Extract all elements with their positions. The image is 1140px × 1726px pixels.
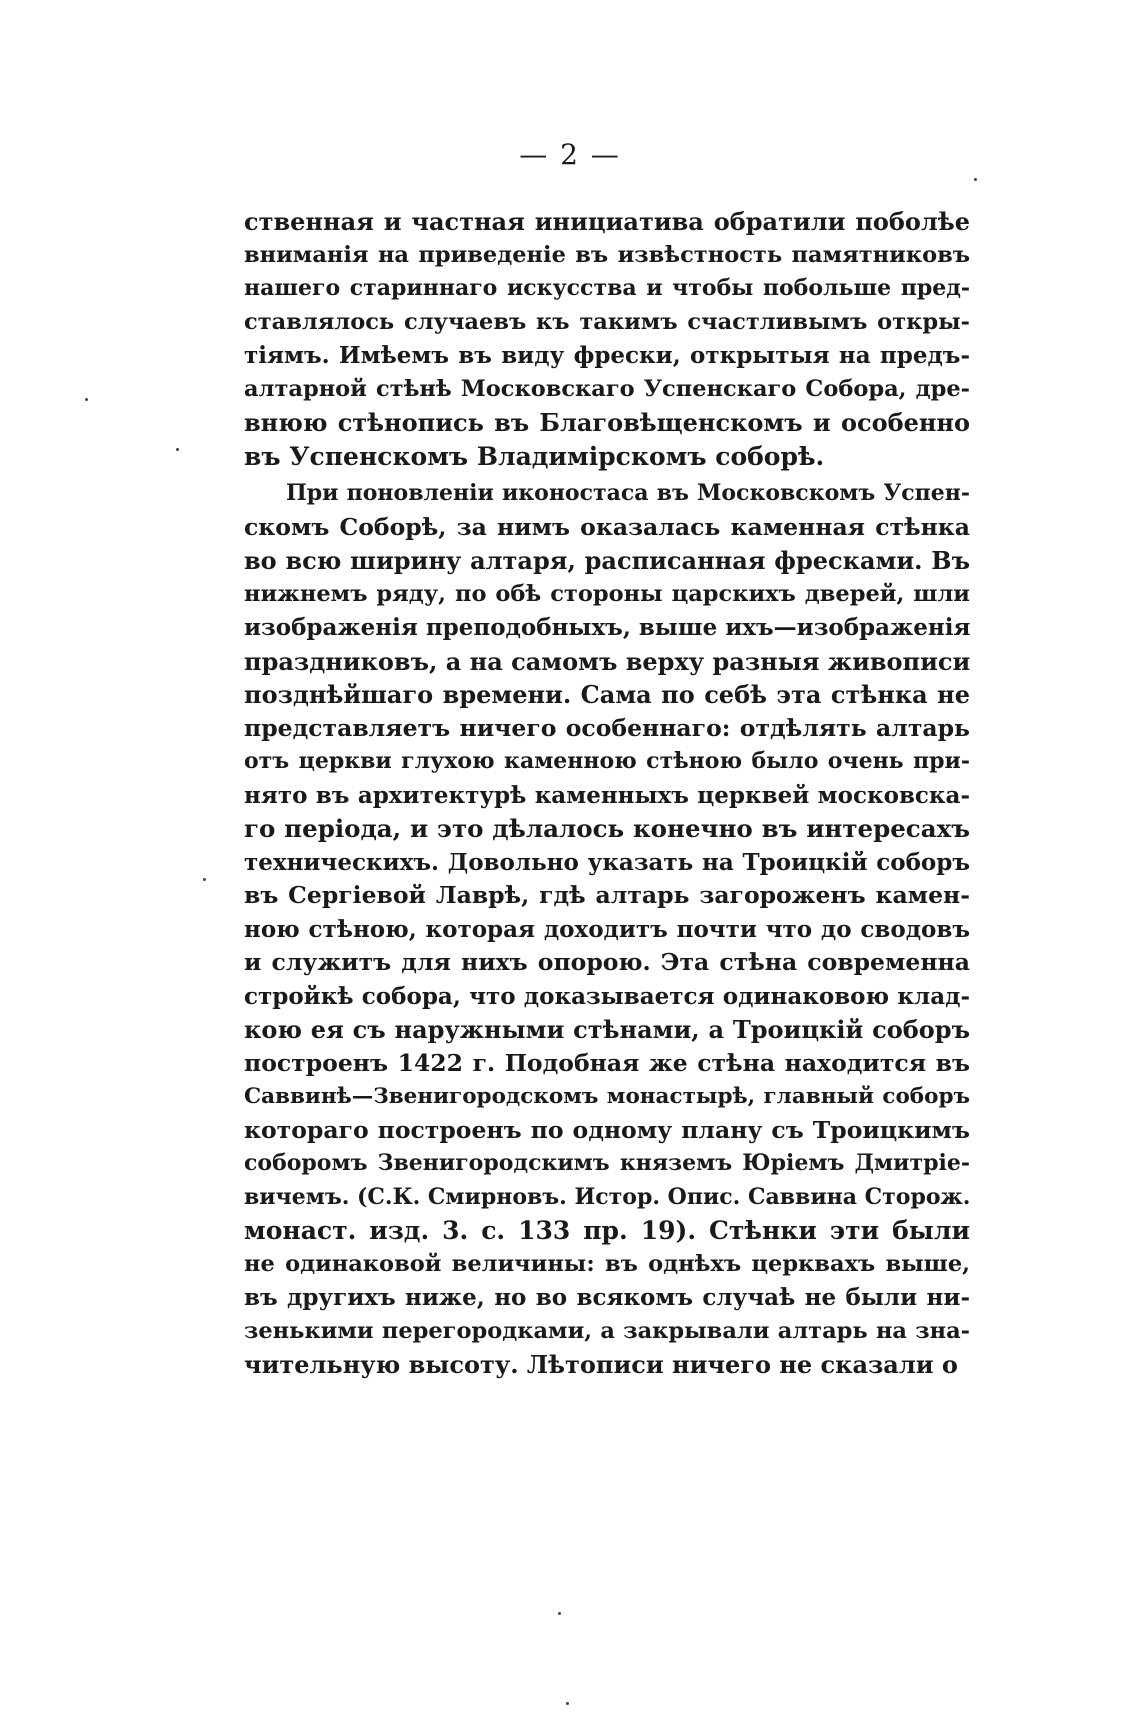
paragraph xyxy=(244,205,970,473)
text-line: стройкѣ собора, что доказывается одинаковою клад- xyxy=(244,982,970,1010)
paragraph xyxy=(244,477,970,1382)
text-line: ставлялось случаевъ къ такимъ счастливымъ откры- xyxy=(244,308,970,335)
text-line: кою ея съ наружными стѣнами, а Троицкій соборъ xyxy=(244,1015,970,1044)
text-line: вичемъ. (С.К. Смирновъ. Истор. Опис. Саввина Сторож. xyxy=(244,1183,970,1210)
text-line: внюю стѣнопись въ Благовѣщенскомъ и особенно xyxy=(244,408,970,437)
text-line: нашего стариннаго искусства и чтобы побольше пред- xyxy=(244,275,970,301)
text-line: го періода, и это дѣлалось конечно въ интересахъ xyxy=(244,814,970,843)
scan-speck xyxy=(176,448,179,451)
text-line: ственная и частная инициатива обратили поболѣе xyxy=(244,207,970,236)
text-line: скомъ Соборѣ, за нимъ оказалась каменная стѣнка xyxy=(244,512,970,541)
text-line: и служитъ для нихъ опорою. Эта стѣна современна xyxy=(244,948,970,976)
text-line: въ Успенскомъ Владимірскомъ соборѣ. xyxy=(244,441,825,471)
page-number: — 2 — xyxy=(519,138,621,171)
text-line: позднѣйшаго времени. Сама по себѣ эта стѣнка не xyxy=(244,680,970,709)
scan-speck xyxy=(566,1702,569,1705)
text-line: нято въ архитектурѣ каменныхъ церквей московска- xyxy=(244,781,970,809)
text-line: Саввинѣ—Звенигородскомъ монастырѣ, главный соборъ xyxy=(244,1084,970,1109)
text-line: соборомъ Звенигородскимъ княземъ Юріемъ Дмитріе- xyxy=(244,1150,970,1176)
text-line: тіямъ. Имѣемъ въ виду фрески, открытыя на предъ- xyxy=(244,342,970,369)
text-line: праздниковъ, а на самомъ верху разныя живописи xyxy=(244,646,970,676)
text-line: зенькими перегородками, а закрывали алтарь на зна- xyxy=(244,1317,970,1344)
text-line: отъ церкви глухою каменною стѣною было очень при- xyxy=(244,748,970,774)
text-line: чительную высоту. Лѣтописи ничего не сказали о xyxy=(244,1350,958,1379)
text-line: алтарной стѣнѣ Московскаго Успенскаго Собора, дре- xyxy=(244,375,970,402)
text-line: во всю ширину алтаря, расписанная фресками. Въ xyxy=(244,546,970,575)
text-line: техническихъ. Довольно указать на Троицкій соборъ xyxy=(244,848,970,876)
text-line: вниманія на приведеніе въ извѣстность памятниковъ xyxy=(244,241,970,268)
text-line: нижнемъ ряду, по обѣ стороны царскихъ дверей, шли xyxy=(244,580,970,607)
text-line: построенъ 1422 г. Подобная же стѣна находится въ xyxy=(244,1048,970,1077)
scan-speck xyxy=(203,878,206,881)
text-line: При поновленіи иконостаса въ Московскомъ Успен- xyxy=(286,480,970,506)
text-line: въ другихъ ниже, но во всякомъ случаѣ не были ни- xyxy=(244,1284,970,1311)
text-line: представляетъ ничего особеннаго: отдѣлять алтарь xyxy=(244,713,970,742)
text-line: ною стѣною, которая доходитъ почти что до сводовъ xyxy=(244,915,970,943)
body-text xyxy=(244,205,970,1382)
text-line: котораго построенъ по одному плану съ Троицкимъ xyxy=(244,1115,970,1144)
text-line: не одинаковой величины: въ однѣхъ церквахъ выше, xyxy=(244,1250,970,1277)
scan-speck xyxy=(974,178,977,181)
scan-speck xyxy=(558,1612,561,1615)
text-line: монаст. изд. 3. с. 133 пр. 19). Стѣнки эти были xyxy=(244,1216,970,1245)
text-line: изображенія преподобныхъ, выше ихъ—изображенія xyxy=(244,614,970,641)
scan-speck xyxy=(85,398,88,401)
text-line: въ Сергіевой Лаврѣ, гдѣ алтарь загороженъ камен- xyxy=(244,881,970,909)
